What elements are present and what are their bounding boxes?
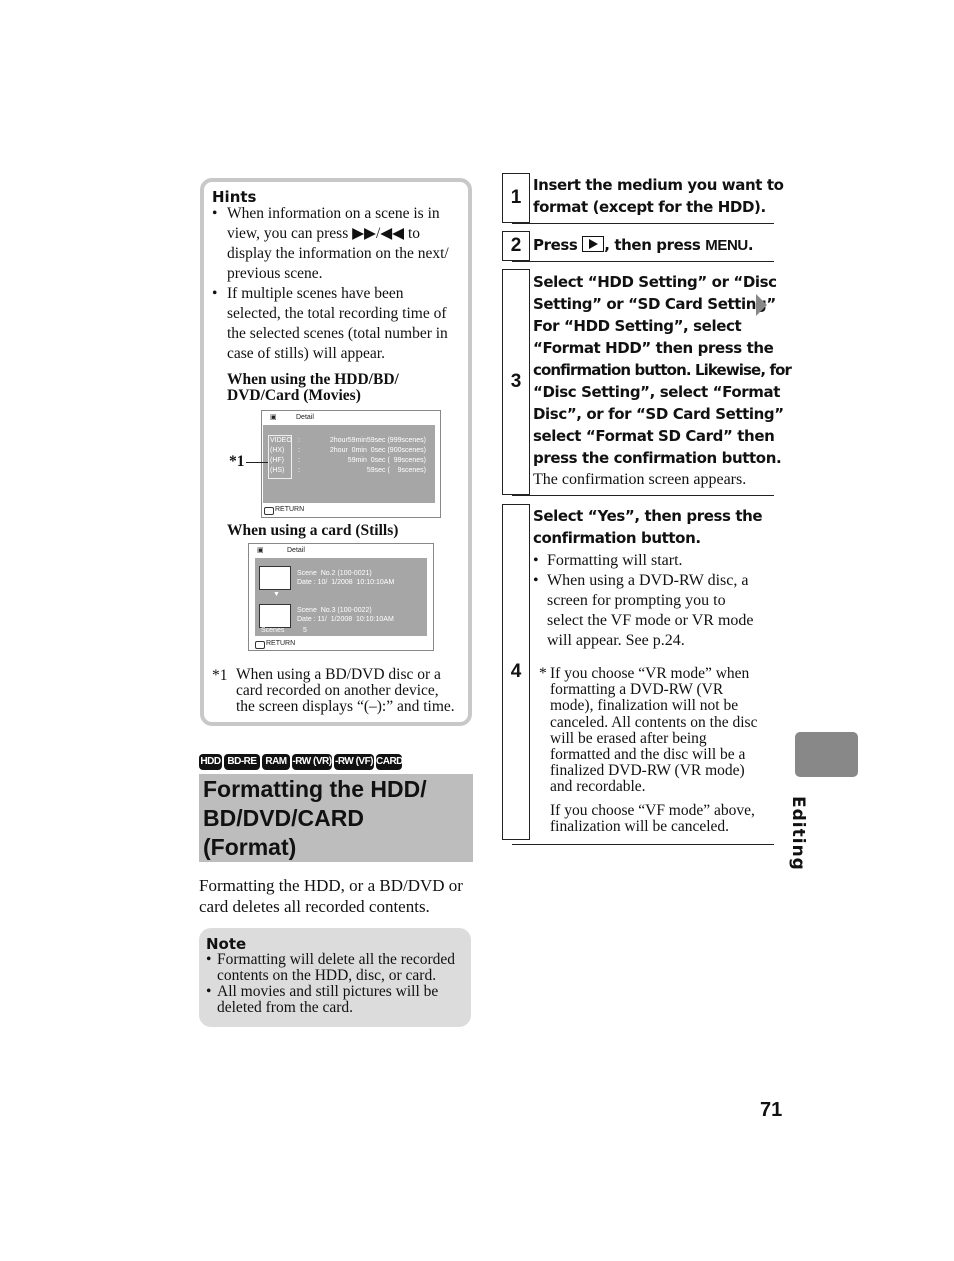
note-title: Note — [206, 935, 247, 953]
step-4-footnote: If you choose “VR mode” when formatting a DVD-RW (VR mode), finalization will not be canceled. All contents on the disc will be erased after being formatted and the disc will be a finalized DVD-RW (VR mode) and recordable. — [550, 665, 758, 796]
return-label: RETURN — [266, 640, 296, 647]
return-icon — [255, 641, 265, 649]
hints-bullet-1: • When information on a scene is in view, you can press ▶▶/◀◀ to display the information on the next/ previous scene. — [212, 205, 449, 282]
step-number: 1 — [502, 173, 530, 223]
step-number: 3 — [502, 269, 530, 495]
next-arrow-icon — [756, 294, 767, 316]
tag-hdd: HDD — [199, 754, 222, 770]
movies-detail-screen: ▣ Detail VIDEO (HX) (HF) (HS) : : : : 2hour59min59sec (999scenes) 2hour 0min 0sec (900scenes) 59min 0sec ( 99scenes) 59sec ( 9scenes) RETURN — [261, 410, 441, 518]
step-4-footnote-2: If you choose “VF mode” above, finalization will be canceled. — [550, 802, 755, 835]
step-3-text: Select “HDD Setting” or “Disc Setting” or “SD Card Setting” For “HDD Setting”, select “Format HDD” then press the confirmation button. Likewise, for “Disc Setting”, select “Format Disc”, or for “SD Card Setting” select “Format SD Card” then press the confirmation button. — [533, 273, 791, 467]
footnote-mark: *1 — [212, 667, 228, 684]
step-3-result: The confirmation screen appears. — [533, 471, 747, 488]
movies-heading: When using the HDD/BD/ DVD/Card (Movies) — [227, 371, 399, 404]
photo-icon: ▣ — [257, 547, 264, 554]
detail-row: (HX) — [270, 447, 285, 454]
step-1-text: Insert the medium you want to format (except for the HDD). — [533, 176, 784, 216]
hints-footnote: When using a BD/DVD disc or a card recorded on another device, the screen displays “(–):” and time. — [236, 666, 455, 715]
thumbnail — [259, 604, 291, 628]
thumbnail — [259, 566, 291, 590]
chapter-tab — [795, 732, 858, 777]
stills-detail-screen: ▣ Detail Scene No.2 (100-0021) Date : 10/ 1/2008 10:10:10AM ▼ Scene No.3 (100-0022) Date : 11/ 1/2008 10:10:10AM Scenes 5 RETURN — [248, 543, 434, 651]
note-bullet-2: • All movies and still pictures will be deleted from the card. — [206, 983, 439, 1016]
tag-card: CARD — [376, 754, 402, 770]
section-title: Formatting the HDD/ BD/DVD/CARD (Format) — [199, 774, 473, 862]
callout-marker: *1 — [229, 453, 245, 470]
divider — [512, 261, 774, 262]
step-number: 2 — [502, 231, 530, 261]
tag-rw-vr: -RW (VR) — [292, 754, 332, 770]
detail-row: (HF) — [270, 457, 284, 464]
chapter-label: Editing — [788, 796, 808, 871]
divider — [512, 223, 774, 224]
scenes-label: Scenes — [261, 627, 285, 634]
arrow-down-icon: ▼ — [273, 591, 280, 598]
stills-heading: When using a card (Stills) — [227, 522, 399, 539]
step-4-text: Select “Yes”, then press the confirmation button. — [533, 507, 763, 547]
scenes-count: 5 — [303, 627, 307, 634]
tag-bd-re: BD-RE — [224, 754, 260, 770]
play-icon — [582, 236, 604, 252]
step-4-bullet-2: • When using a DVD-RW disc, a screen for prompting you to select the VF mode or VR mode will appear. See p.24. — [533, 572, 754, 649]
step-4-bullet-1: • Formatting will start. — [533, 552, 683, 569]
page-number: 71 — [760, 1099, 783, 1121]
tag-rw-vf: -RW (VF) — [334, 754, 374, 770]
screen-title: Detail — [296, 414, 314, 421]
hints-title: Hints — [212, 188, 257, 206]
callout-line — [246, 462, 268, 463]
note-bullet-1: • Formatting will delete all the recorded contents on the HDD, disc, or card. — [206, 951, 456, 984]
section-intro: Formatting the HDD, or a BD/DVD or card deletes all recorded contents. — [199, 876, 463, 916]
divider — [512, 844, 774, 845]
divider — [512, 495, 774, 496]
screen-title: Detail — [287, 547, 305, 554]
return-label: RETURN — [275, 506, 305, 513]
hints-bullet-2: • If multiple scenes have been selected, the total recording time of the selected scenes (total number in case of stills) will appear. — [212, 285, 448, 362]
step-number: 4 — [502, 504, 530, 840]
camera-icon: ▣ — [270, 414, 277, 421]
step-2-text: Press , then press MENU. — [533, 236, 754, 254]
return-icon — [264, 507, 274, 515]
detail-row: (HS) — [270, 467, 285, 474]
tag-ram: RAM — [262, 754, 290, 770]
asterisk: * — [539, 665, 547, 682]
detail-row: VIDEO — [270, 437, 292, 444]
